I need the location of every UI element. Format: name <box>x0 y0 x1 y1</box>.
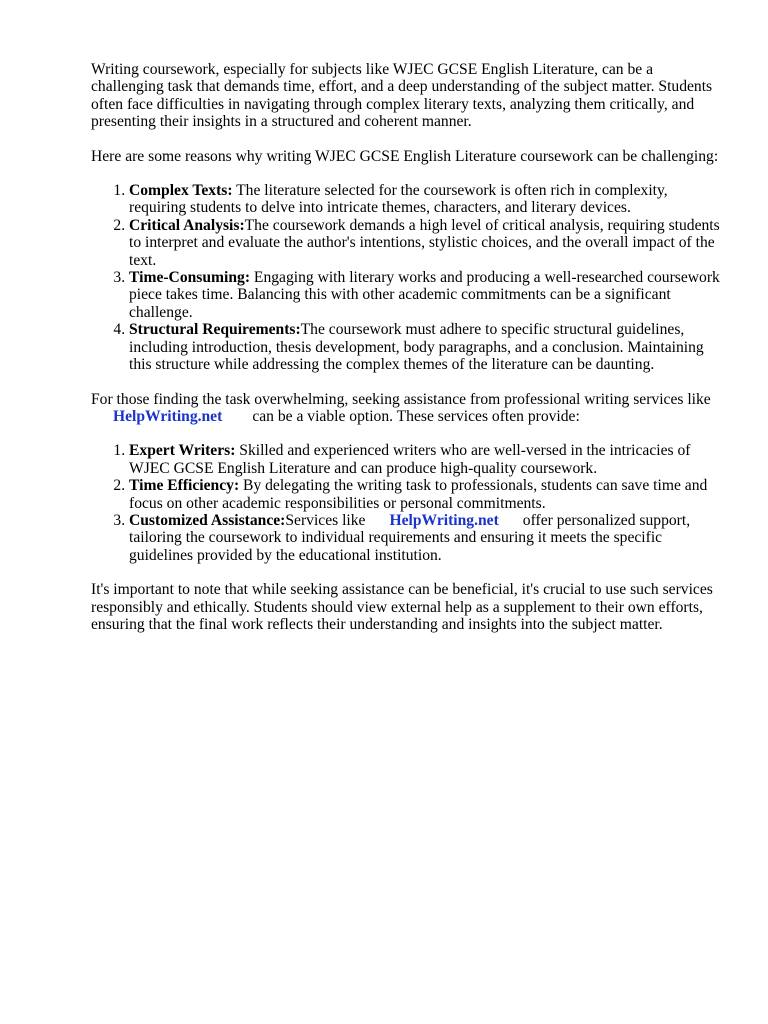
paragraph-gap <box>91 165 721 182</box>
services-intro-paragraph <box>91 391 721 426</box>
helpwriting-link[interactable]: HelpWriting.net <box>389 511 499 529</box>
helpwriting-link[interactable]: HelpWriting.net <box>113 407 223 425</box>
document-page <box>91 61 721 633</box>
list-item-text: The coursework demands a high level of critical analysis, requiring students to interpret and evaluate the author's intentions, stylistic choices, and the overall impact of the text. <box>129 216 720 269</box>
list-item-term: Critical Analysis: <box>129 216 245 234</box>
list-item-time-efficiency <box>129 477 721 512</box>
paragraph-gap <box>91 564 721 581</box>
list-item-text: Engaging with literary works and producing a well-researched coursework piece takes time. Balancing this with other academic commitments can be a significant challenge. <box>129 269 720 321</box>
intro-paragraph: Writing coursework, especially for subjects like WJEC GCSE English Literature, can be a challenging task that demands time, effort, and a deep understanding of the subject matter. Students often face difficulties in navigating through complex literary texts, analyzing them critically, and presenting their insights in a structured and coherent manner. <box>91 61 713 131</box>
list-item-text: Skilled and experienced writers who are well-versed in the intricacies of WJEC GCSE English Literature and can produce high-quality coursework. <box>129 442 691 477</box>
list-item-complex-texts <box>129 182 721 217</box>
paragraph-gap <box>91 425 721 442</box>
reasons-list <box>91 182 721 373</box>
list-item-term: Complex Texts: <box>129 182 233 200</box>
list-item-expert-writers <box>129 442 721 477</box>
reasons-intro-paragraph: Here are some reasons why writing WJEC GCSE English Literature coursework can be challenging: <box>91 147 719 165</box>
services-intro-before: For those finding the task overwhelming, seeking assistance from professional writing services like <box>91 390 711 408</box>
list-item-time-consuming <box>129 269 721 321</box>
closing-paragraph: It's important to note that while seeking assistance can be beneficial, it's crucial to use such services responsibly and ethically. Students should view external help as a supplement to their own efforts, ensuring that the final work reflects their understanding and insights into the subject matter. <box>91 581 713 633</box>
list-item-structural-requirements <box>129 321 721 373</box>
list-item-term: Expert Writers: <box>129 442 236 460</box>
list-item-term: Structural Requirements: <box>129 321 301 339</box>
paragraph-gap <box>91 131 721 148</box>
list-item-customized-assistance <box>129 512 721 564</box>
list-item-text-before: Services like <box>285 511 366 529</box>
list-item-text: By delegating the writing task to professionals, students can save time and focus on other academic responsibilities or personal commitments. <box>129 477 708 512</box>
list-item-text: The coursework must adhere to specific structural guidelines, including introduction, thesis development, body paragraphs, and a conclusion. Maintaining this structure while addressing the complex themes of the literature can be daunting. <box>129 321 704 374</box>
list-item-term: Customized Assistance: <box>129 511 286 529</box>
list-item-text-after: offer personalized support, tailoring the coursework to individual requirements and ensuring it meets the specific guidelines provided by the educational institution. <box>129 511 691 564</box>
list-item-term: Time-Consuming: <box>129 269 251 287</box>
benefits-list <box>91 442 721 564</box>
paragraph-gap <box>91 374 721 391</box>
list-item-term: Time Efficiency: <box>129 477 240 495</box>
list-item-critical-analysis <box>129 217 721 269</box>
services-intro-after: can be a viable option. These services often provide: <box>252 407 580 425</box>
list-item-text: The literature selected for the coursework is often rich in complexity, requiring students to delve into intricate themes, characters, and literary devices. <box>129 182 668 217</box>
